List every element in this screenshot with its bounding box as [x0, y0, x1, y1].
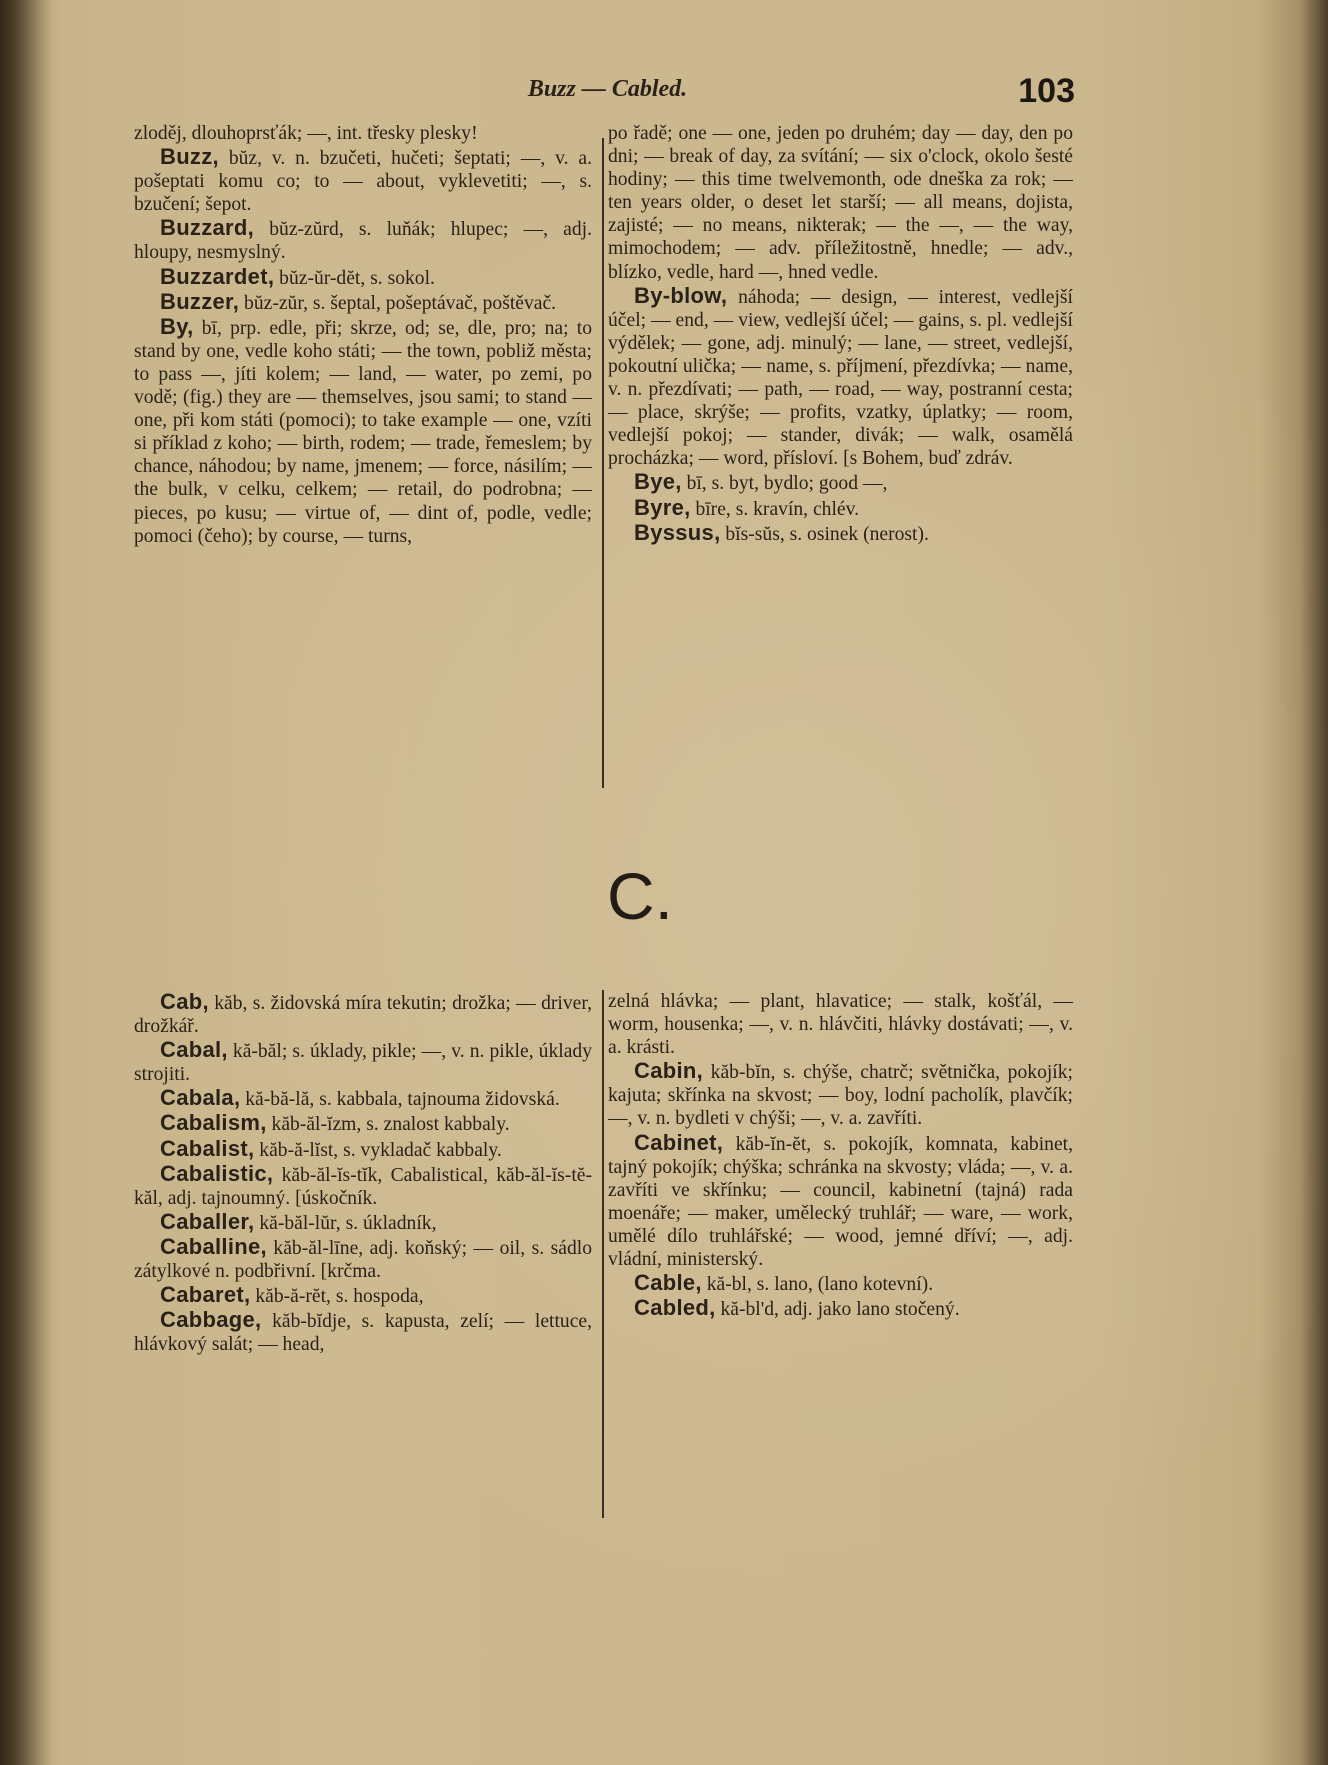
- entry-definition: kă-bă-lă, s. kabbala, tajnouma židovská.: [240, 1089, 560, 1111]
- entry-headword: Cabalist,: [160, 1135, 255, 1161]
- entry-headword: By,: [160, 313, 194, 339]
- entry-definition: bŭz, v. n. bzučeti, hučeti; šeptati; —, v. a. pošeptati komu co; to — about, vyklevetiti; —, s. bzučení; šepot.: [134, 148, 592, 216]
- running-head: Buzz — Cabled.: [527, 76, 688, 102]
- book-gutter-shadow: [0, 0, 52, 1765]
- dictionary-entry: [134, 1038, 592, 1086]
- entry-definition: kăb-ăl-ĭzm, s. znalost kabbaly.: [266, 1114, 510, 1136]
- column-upper-right: [608, 122, 1073, 546]
- dictionary-entry: [134, 1283, 592, 1308]
- section-letter: C.: [607, 859, 673, 933]
- dictionary-entry: [608, 470, 1073, 495]
- entry-headword: Caballine,: [160, 1233, 267, 1259]
- entry-headword: By-blow,: [634, 282, 728, 308]
- entry-definition: kăb-bĭdje, s. kapusta, zelí; — lettuce, hlávkový salát; — head,: [134, 1311, 592, 1356]
- entry-headword: Bye,: [634, 469, 682, 495]
- entry-headword: Caballer,: [160, 1208, 255, 1234]
- entry-headword: Cabala,: [160, 1085, 241, 1111]
- entry-definition: kă-băl; s. úklady, pikle; —, v. n. pikle, úklady strojiti.: [134, 1041, 592, 1086]
- entry-headword: Cabinet,: [634, 1129, 724, 1155]
- entry-headword: Cabalism,: [160, 1110, 267, 1136]
- entry-headword: Cable,: [634, 1270, 702, 1296]
- dictionary-entry: [134, 1210, 592, 1235]
- entry-definition: kăb-ăl-līne, adj. koňský; — oil, s. sádlo zátylkové n. podbřivní. [krčma.: [134, 1237, 592, 1283]
- entry-definition: kăb-ăl-ĭs-tĭk, Cabalistical, kăb-ăl-ĭs-tĕ-kăl, adj. tajnoumný. [úskočník.: [134, 1164, 592, 1209]
- entry-headword: Cabled,: [634, 1295, 716, 1321]
- column-upper-left: [134, 122, 592, 548]
- dictionary-entry: [134, 315, 592, 548]
- entry-definition: kăb-ă-lĭst, s. vykladač kabbaly.: [254, 1139, 502, 1161]
- entry-definition: bīre, s. kravín, chlév.: [690, 498, 860, 520]
- entry-headword: Buzzard,: [160, 215, 255, 241]
- dictionary-entry: [134, 1235, 592, 1283]
- entry-headword: Cab,: [160, 989, 209, 1014]
- entry-definition: kă-bl'd, adj. jako lano stočený.: [715, 1299, 960, 1321]
- dictionary-entry: [608, 1296, 1073, 1321]
- dictionary-entry: [608, 1271, 1073, 1296]
- entry-definition: bĭs-sŭs, s. osinek (nerost).: [720, 523, 929, 545]
- dictionary-entry: [134, 265, 592, 290]
- entry-definition: kă-băl-lŭr, s. úkladník,: [254, 1212, 437, 1234]
- dictionary-entry: [134, 290, 592, 315]
- entry-definition: kă-bl, s. lano, (lano kotevní).: [701, 1274, 934, 1296]
- dictionary-entry: [134, 1162, 592, 1210]
- dictionary-entry: [608, 990, 1073, 1059]
- entry-definition: náhoda; — design, — interest, vedlejší účel; — end, — view, vedlejší účel; — gains, s. pl. vedlejší výdělek; — gone, adj. minulý; — lane, — street, vedlejší, pokoutní ulička; — name, s. příjmení, přezdívka; — name, v. n. přezdívati; — path, — road, — way, postranní cesta; — place, skrýše; — profits, vzatky, úplatky; — room, vedlejší pokoj; — stander, divák; — walk, osamělá procházka; — word, přísloví. [s Bohem, buď zdráv.: [608, 286, 1073, 470]
- entry-headword: Buzzer,: [160, 288, 240, 314]
- entry-definition: kăb-ĭn-ĕt, s. pokojík, komnata, kabinet, tajný pokojík; chýška; schránka na skvosty; vláda; —, v. a. zavříti ve skřínku; — council, kabinetní (tajná) rada moenáře; — maker, umělecký truhlář; — ware, — work, umělé dílo truhlářské; — wood, jemné dříví; —, adj. vládní, ministerský.: [608, 1133, 1073, 1271]
- entry-headword: Buzzardet,: [160, 263, 275, 289]
- entry-definition: bī, prp. edle, při; skrze, od; se, dle, pro; na; to stand by one, vedle koho státi; — the town, pobliž města; to pass —, jíti kolem; — land, — water, po zemi, po vodě; (fig.) they are — themselves, jsou sami; to stand — one, při kom státi (pomoci); to take example — one, vzíti si příklad z koho; — birth, rodem; — trade, řemeslem; by chance, náhodou; by name, jmenem; — force, násilím; — the bulk, v celku, celkem; — retail, do podrobna; — pieces, po kusu; — virtue of, — dint of, podle, vedle; pomoci (čeho); by course, — turns,: [134, 317, 592, 547]
- entry-definition: bŭz-ŭr-dĕt, s. sokol.: [274, 267, 435, 289]
- dictionary-entry: [134, 1137, 592, 1162]
- entry-definition: kăb-ă-rĕt, s. hospoda,: [250, 1286, 424, 1308]
- dictionary-entry: [608, 1131, 1073, 1272]
- entry-definition: zloděj, dlouhoprsťák; —, int. třesky plesky!: [134, 123, 478, 144]
- column-divider-lower: [602, 990, 604, 1518]
- dictionary-entry: [134, 1308, 592, 1356]
- entry-definition: kăb-bĭn, s. chýše, chatrč; světnička, pokojík; kajuta; skřínka na skvost; — boy, lodní pacholík, plavčík; —, v. n. bydleti v chýši; —, v. a. zavříti.: [608, 1062, 1073, 1130]
- column-divider-upper: [602, 138, 604, 788]
- entry-definition: zelná hlávka; — plant, hlavatice; — stalk, košťál, — worm, housenka; —, v. n. hlávčiti, hlávky dostávati; —, v. a. krásti.: [608, 991, 1073, 1059]
- entry-headword: Byssus,: [634, 519, 721, 545]
- entry-definition: bī, s. byt, bydlo; good —,: [681, 473, 888, 495]
- entry-headword: Byre,: [634, 494, 691, 520]
- dictionary-entry: [134, 122, 592, 145]
- entry-headword: Buzz,: [160, 144, 219, 170]
- dictionary-entry: [608, 122, 1073, 284]
- entry-definition: po řadě; one — one, jeden po druhém; day — day, den po dni; — break of day, za svítání; — six o'clock, okolo šesté hodiny; — this time twelvemonth, ode dneška za rok; — ten years older, o deset let starší; — all means, dojista, zajisté; — no means, nikterak; — the —, — the way, mimochodem; — adv. příležitostně, hnedle; — adv., blízko, vedle, hard —, hned vedle.: [608, 123, 1073, 283]
- entry-headword: Cabaret,: [160, 1282, 251, 1308]
- entry-headword: Cabal,: [160, 1037, 228, 1063]
- dictionary-entry: [134, 990, 592, 1038]
- dictionary-entry: [608, 1059, 1073, 1130]
- page-number: 103: [1018, 72, 1075, 110]
- entry-headword: Cabin,: [634, 1058, 704, 1084]
- dictionary-entry: [608, 521, 1073, 546]
- entry-definition: bŭz-zŭrd, s. luňák; hlupec; —, adj. hloupy, nesmyslný.: [134, 219, 592, 264]
- entry-definition: kăb, s. židovská míra tekutin; drožka; — driver, drožkář.: [134, 993, 592, 1038]
- column-lower-right: [608, 990, 1073, 1321]
- dictionary-entry: [134, 145, 592, 216]
- dictionary-entry: [134, 1111, 592, 1136]
- entry-headword: Cabbage,: [160, 1307, 262, 1333]
- dictionary-entry: [134, 1086, 592, 1111]
- dictionary-entry: [608, 496, 1073, 521]
- dictionary-entry: [608, 284, 1073, 471]
- dictionary-entry: [134, 216, 592, 264]
- entry-definition: bŭz-zŭr, s. šeptal, pošeptávač, poštěvač.: [239, 292, 557, 314]
- column-lower-left: [134, 990, 592, 1356]
- entry-headword: Cabalistic,: [160, 1160, 274, 1186]
